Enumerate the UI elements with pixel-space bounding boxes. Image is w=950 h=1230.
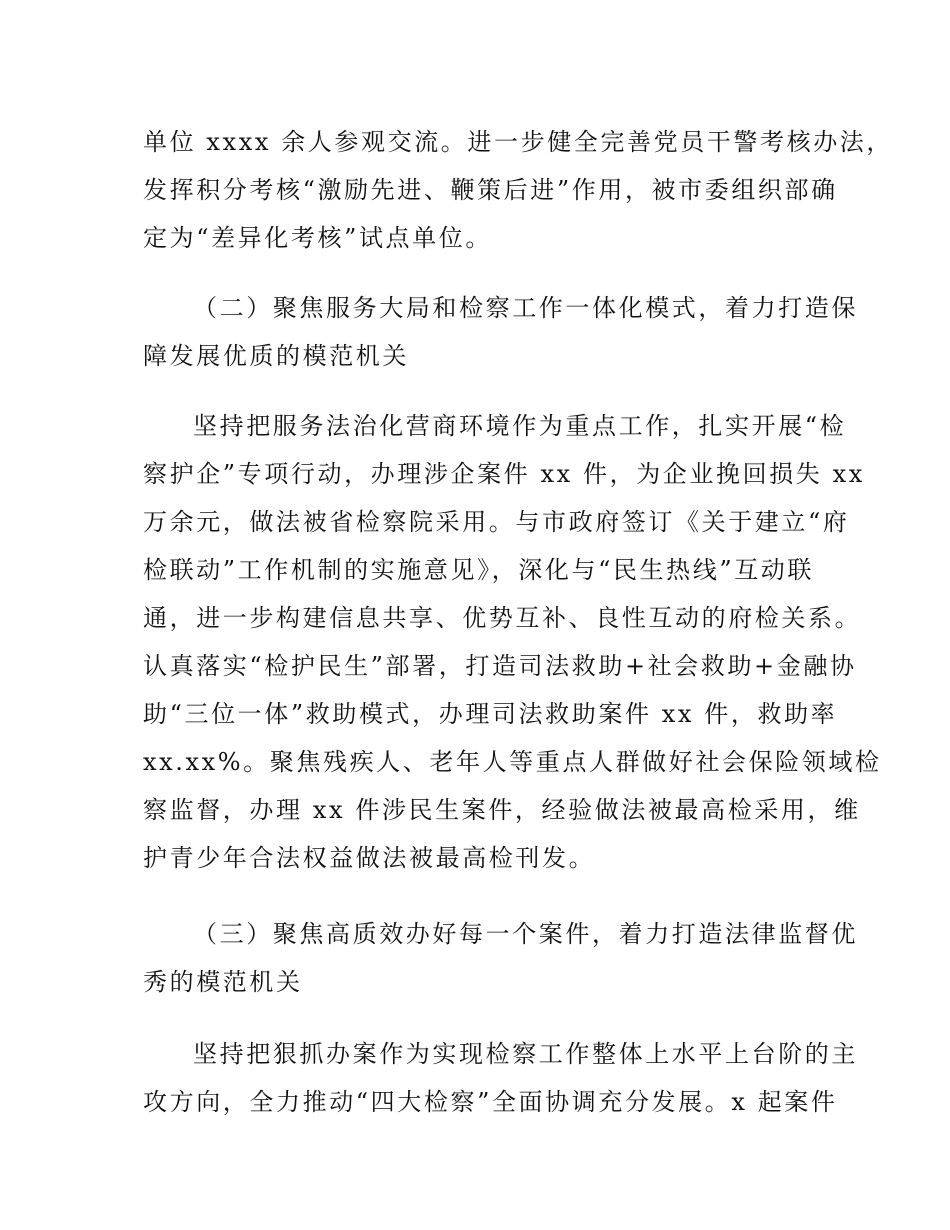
heading-line: （三）聚焦高质效办好每一个案件，着力打造法律监督优: [193, 920, 858, 948]
text-line: 单位 xxxx 余人参观交流。进一步健全完善党员干警考核办法，: [143, 128, 893, 156]
text-line: 攻方向，全力推动“四大检察”全面协调充分发展。x 起案件: [143, 1088, 838, 1116]
paragraph-3: [143, 1030, 858, 1126]
text-line: 检联动”工作机制的实施意见》，深化与“民生热线”互动联: [143, 556, 815, 584]
heading-line: 障发展优质的模范机关: [143, 342, 409, 370]
text-line: 坚持把狠抓办案作为实现检察工作整体上水平上台阶的主: [193, 1040, 858, 1068]
text-line: 通，进一步构建信息共享、优势互补、良性互动的府检关系。: [143, 604, 862, 632]
text-line: 坚持把服务法治化营商环境作为重点工作，扎实开展“检: [193, 412, 847, 440]
text-line: 察监督，办理 xx 件涉民生案件，经验做法被最高检采用，维: [143, 796, 861, 824]
text-line: 助“三位一体”救助模式，办理司法救助案件 xx 件，救助率: [143, 700, 838, 728]
text-line: 察护企”专项行动，办理涉企案件 xx 件，为企业挽回损失 xx: [143, 460, 865, 488]
heading-line: （二）聚焦服务大局和检察工作一体化模式，着力打造保: [193, 294, 858, 322]
text-line: xx.xx%。聚焦残疾人、老年人等重点人群做好社会保险领域检: [143, 748, 882, 776]
text-line: 万余元，做法被省检察院采用。与市政府签订《关于建立“府: [143, 508, 850, 536]
text-line: 护青少年合法权益做法被最高检刊发。: [143, 844, 596, 872]
text-line: 定为“差异化考核”试点单位。: [143, 224, 492, 252]
text-line: 发挥积分考核“激励先进、鞭策后进”作用，被市委组织部确: [143, 176, 838, 204]
text-line: 认真落实“检护民生”部署，打造司法救助+社会救助+金融协: [143, 652, 857, 680]
section-heading-2: [143, 284, 858, 380]
heading-line: 秀的模范机关: [143, 968, 303, 996]
paragraph-1: [143, 118, 893, 262]
paragraph-2: [143, 402, 882, 882]
section-heading-3: [143, 910, 858, 1006]
